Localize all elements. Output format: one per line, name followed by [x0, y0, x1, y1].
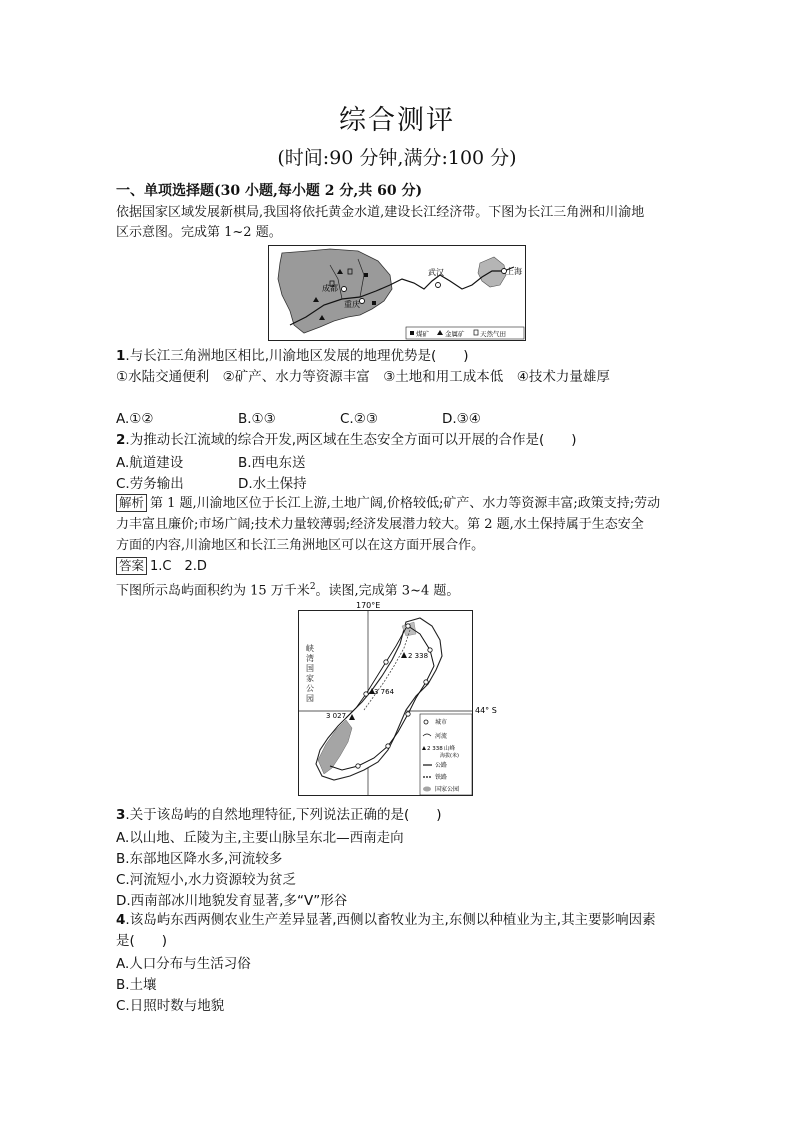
q3-option-d[interactable]: D.西南部冰川地貌发育显著,多“V”形谷: [116, 893, 348, 909]
legend-peak-name: 山峰: [444, 746, 456, 752]
peak-label-3: 3 027: [326, 712, 347, 720]
legend-coal-label: 煤矿: [416, 330, 429, 338]
answer-text: 1.C 2.D: [150, 559, 207, 574]
q4-option-a[interactable]: A.人口分布与生活习俗: [116, 956, 251, 972]
question-number: 1: [116, 348, 126, 364]
city-icon: [424, 720, 428, 724]
question-stem: .与长江三角洲地区相比,川渝地区发展的地理优势是( ): [125, 348, 469, 364]
city-marker: [406, 624, 410, 628]
city-marker: [424, 680, 428, 684]
intro-text-line1: 依据国家区域发展新棋局,我国将依托黄金水道,建设长江经济带。下图为长江三角洲和川渝地: [116, 205, 645, 220]
coal-mine-icon: [410, 331, 414, 335]
analysis-tag: 解析: [116, 494, 147, 512]
city-chengdu-marker: [342, 287, 347, 292]
question-number: 2: [116, 432, 126, 448]
fiordland-park-label: 峡湾国家公园: [306, 644, 314, 703]
answer-line: [116, 556, 682, 577]
city-wuhan-label: 武汉: [428, 268, 444, 277]
island-map-container: [298, 600, 498, 800]
city-marker: [384, 660, 388, 664]
question-stem: .该岛屿东西两侧农业生产差异显著,西侧以畜牧业为主,东侧以种植业为主,其主要影响因素: [125, 912, 656, 928]
city-chongqing-marker: [360, 299, 365, 304]
city-marker: [406, 712, 410, 716]
q3-option-c[interactable]: C.河流短小,水力资源较为贫乏: [116, 872, 297, 888]
q1-option-b[interactable]: B.①③: [238, 411, 276, 427]
analysis-line2: 力丰富且廉价;市场广阔;技术力量较薄弱;经济发展潜力较大。第 2 题,水土保持属于生态安全: [116, 517, 644, 532]
q2-option-b[interactable]: B.西电东送: [238, 455, 306, 471]
coal-mine-symbol: [372, 301, 376, 305]
city-shanghai-label: 上海: [506, 267, 522, 276]
question-4-stem-cont: 是( ): [116, 933, 168, 949]
analysis-line3: 方面的内容,川渝地区和长江三角洲地区可以在这方面开展合作。: [116, 538, 485, 553]
section-heading: 一、单项选择题(30 小题,每小题 2 分,共 60 分): [116, 183, 423, 199]
legend-metal-label: 金属矿: [445, 330, 465, 338]
peak-label-2: 3 764: [374, 688, 395, 696]
legend-peak-value: 2 338: [427, 746, 443, 752]
question-stem: .关于该岛屿的自然地理特征,下列说法正确的是( ): [125, 807, 442, 823]
analysis-line1: 解析 第 1 题,川渝地区位于长江上游,土地广阔,价格较低;矿产、水力等资源丰富;政策支持;劳动: [116, 493, 682, 514]
legend-river-label: 河流: [435, 733, 448, 740]
legend-gas-label: 天然气田: [480, 330, 506, 338]
city-chongqing-label: 重庆: [344, 300, 360, 309]
longitude-label: 170°E: [356, 601, 381, 610]
legend-city-label: 城市: [435, 719, 448, 726]
q3-option-b[interactable]: B.东部地区降水多,河流较多: [116, 851, 283, 867]
peak-label-1: 2 338: [408, 652, 429, 660]
city-chengdu-label: 成都: [322, 284, 338, 293]
q1-option-d[interactable]: D.③④: [442, 411, 481, 427]
question-number: 3: [116, 807, 126, 823]
q4-option-c[interactable]: C.日照时数与地貌: [116, 998, 225, 1014]
question-2: [116, 430, 686, 450]
q2-option-a[interactable]: A.航道建设: [116, 455, 184, 471]
city-wuhan-marker: [436, 283, 441, 288]
yangtze-region-map: [268, 245, 526, 341]
legend-road-label: 公路: [435, 762, 448, 769]
q1-option-c[interactable]: C.②③: [340, 411, 378, 427]
legend-peak-note: 海拔(米): [440, 753, 459, 759]
page-title: 综合测评: [339, 105, 455, 136]
latitude-label: 44° S: [475, 706, 497, 715]
q3-option-a[interactable]: A.以山地、丘陵为主,主要山脉呈东北—西南走向: [116, 830, 404, 846]
intro-text-line2: 区示意图。完成第 1~2 题。: [116, 225, 282, 240]
question-1-items: ①水陆交通便利 ②矿产、水力等资源丰富 ③土地和用工成本低 ④技术力量雄厚: [116, 369, 610, 385]
question-stem: .为推动长江流域的综合开发,两区域在生态安全方面可以开展的合作是( ): [125, 432, 577, 448]
q4-option-b[interactable]: B.土壤: [116, 977, 157, 993]
q2-option-d[interactable]: D.水土保持: [238, 476, 307, 492]
question-4: [116, 910, 686, 930]
question-3: [116, 805, 686, 825]
answer-tag: 答案: [116, 557, 147, 575]
legend-park-label: 国家公园: [435, 786, 460, 793]
island-map: [298, 600, 498, 800]
question-number: 4: [116, 912, 126, 928]
park-icon: [423, 787, 431, 792]
page-subtitle: (时间:90 分钟,满分:100 分): [277, 147, 517, 169]
city-marker: [356, 764, 360, 768]
legend-rail-label: 铁路: [435, 774, 448, 781]
city-marker: [428, 648, 432, 652]
city-marker: [386, 744, 390, 748]
intro2-text: 下图所示岛屿面积约为 15 万千米$^2$。读图,完成第 3~4 题。: [116, 582, 460, 599]
question-1: [116, 346, 686, 366]
q2-option-c[interactable]: C.劳务输出: [116, 476, 184, 492]
city-marker: [364, 692, 368, 696]
coal-mine-symbol: [364, 273, 368, 277]
q1-option-a[interactable]: A.①②: [116, 411, 154, 427]
